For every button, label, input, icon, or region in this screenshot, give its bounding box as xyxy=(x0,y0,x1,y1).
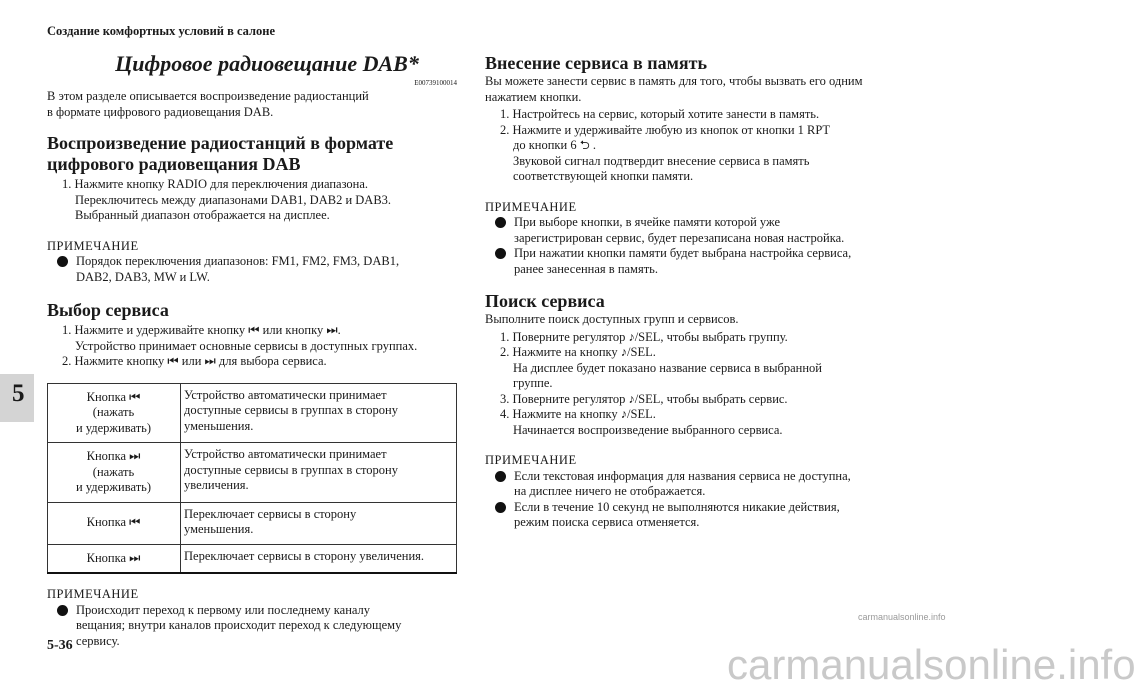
bullet-icon xyxy=(495,217,506,228)
value-line: Переключает сервисы в сторону увеличения. xyxy=(184,548,425,563)
table-key-cell xyxy=(48,544,181,573)
key-line: Кнопка ⏮ xyxy=(86,389,141,404)
select-step-2: 2. Нажмите кнопку ⏮ или ⏭ для выбора сервиса. xyxy=(62,354,327,368)
dab-steps xyxy=(47,177,457,224)
bullet-icon xyxy=(495,502,506,513)
memory-intro-line-2: нажатием кнопки. xyxy=(485,89,582,104)
bullet-icon xyxy=(57,256,68,267)
note-2-bullet xyxy=(47,603,457,650)
select-steps xyxy=(47,323,457,370)
note-1-line-1: Порядок переключения диапазонов: FM1, FM2, FM3, DAB1, xyxy=(76,254,400,268)
dab-step-1-line-3: Выбранный диапазон отображается на дисплее. xyxy=(75,208,330,222)
memory-step-2-line-1: 2. Нажмите и удерживайте любую из кнопок от кнопки 1 RPT xyxy=(500,122,830,137)
value-line: Устройство автоматически принимает xyxy=(184,387,387,402)
doc-code: E00739100014 xyxy=(414,79,457,87)
value-line: Устройство автоматически принимает xyxy=(184,447,387,461)
note-4a-bullet xyxy=(485,469,915,500)
bullet-icon xyxy=(495,471,506,482)
table-value-cell xyxy=(181,443,457,503)
button-function-table xyxy=(47,383,457,575)
key-line: и удерживать) xyxy=(75,480,152,494)
search-step-2-line-3: группе. xyxy=(513,376,553,390)
dab-step-1 xyxy=(47,177,457,224)
note-3a-line-2: зарегистрирован сервис, будет перезаписана новая настройка. xyxy=(514,230,845,245)
table-value-cell xyxy=(181,544,457,573)
value-line: уменьшения. xyxy=(184,418,254,433)
table-key-cell xyxy=(48,502,181,544)
table-key-cell xyxy=(48,383,181,443)
note-4b-line-1: Если в течение 10 секунд не выполняются никакие действия, xyxy=(514,499,840,514)
section-title-search: Поиск сервиса xyxy=(485,291,605,311)
section-title-dab xyxy=(47,133,457,175)
section-title-memory: Внесение сервиса в память xyxy=(485,53,707,73)
memory-intro-line-1: Вы можете занести сервис в память для того, чтобы вызвать его одним xyxy=(485,74,863,88)
note-2-line-3: сервису. xyxy=(76,633,120,648)
table-row xyxy=(48,383,457,443)
search-step-2-line-1: 2. Нажмите на кнопку ♪/SEL. xyxy=(500,345,656,359)
intro-line-2: в формате цифрового радиовещания DAB. xyxy=(47,104,274,119)
search-step-2 xyxy=(485,345,915,392)
table-row xyxy=(48,502,457,544)
value-line: Переключает сервисы в сторону xyxy=(184,506,357,521)
table-row xyxy=(48,443,457,503)
note-2-line-2: вещания; внутри каналов происходит переход к следующему xyxy=(76,618,402,632)
search-step-4-line-2: Начинается воспроизведение выбранного сервиса. xyxy=(513,422,783,437)
search-intro: Выполните поиск доступных групп и сервисов. xyxy=(485,312,739,326)
table-value-cell xyxy=(181,383,457,443)
search-step-1: 1. Поверните регулятор ♪/SEL, чтобы выбрать группу. xyxy=(500,329,788,344)
memory-steps xyxy=(485,107,915,185)
key-line: Кнопка ⏭ xyxy=(86,550,141,565)
memory-step-2-line-2: до кнопки 6 ⮌ . xyxy=(513,138,596,152)
note-label-3: ПРИМЕЧАНИЕ xyxy=(485,199,577,214)
note-4b-bullet xyxy=(485,500,915,531)
note-2-line-1: Происходит переход к первому или последнему каналу xyxy=(76,602,371,617)
value-line: доступные сервисы в группах в сторону xyxy=(184,403,398,417)
table-row xyxy=(48,544,457,573)
intro-line-1: В этом разделе описывается воспроизведение радиостанций xyxy=(47,89,369,103)
key-line: и удерживать) xyxy=(75,420,152,435)
table-value-cell xyxy=(181,502,457,544)
memory-step-1: 1. Настройтесь на сервис, который хотите занести в память. xyxy=(500,107,820,121)
table-key-cell xyxy=(48,443,181,503)
value-line: доступные сервисы в группах в сторону xyxy=(184,462,398,477)
note-4a-line-1: Если текстовая информация для названия сервиса не доступна, xyxy=(514,468,851,483)
key-line: Кнопка ⏭ xyxy=(86,449,141,463)
select-step-1-line-1: 1. Нажмите и удерживайте кнопку ⏮ или кнопку ⏭. xyxy=(62,323,341,337)
watermark-small: carmanualsonline.info xyxy=(858,612,946,622)
search-step-4 xyxy=(485,407,915,438)
select-step-1-line-2: Устройство принимает основные сервисы в доступных группах. xyxy=(75,338,418,353)
note-label-2: ПРИМЕЧАНИЕ xyxy=(47,587,139,601)
page-header: Создание комфортных условий в салоне xyxy=(47,24,276,38)
note-3b-line-2: ранее занесенная в память. xyxy=(514,261,659,276)
dab-step-1-line-2: Переключитесь между диапазонами DAB1, DAB2 и DAB3. xyxy=(75,192,392,207)
note-3b-line-1: При нажатии кнопки памяти будет выбрана настройка сервиса, xyxy=(514,246,852,260)
note-1-line-2: DAB2, DAB3, MW и LW. xyxy=(76,269,210,284)
section-title-dab-line-1: Воспроизведение радиостанций в формате xyxy=(47,133,394,153)
key-line: Кнопка ⏮ xyxy=(86,515,141,530)
section-title-select: Выбор сервиса xyxy=(47,300,169,320)
bullet-icon xyxy=(495,248,506,259)
note-3a-bullet xyxy=(485,215,915,246)
search-step-3: 3. Поверните регулятор ♪/SEL, чтобы выбрать сервис. xyxy=(500,391,788,406)
memory-step-2 xyxy=(485,123,915,185)
search-step-2-line-2: На дисплее будет показано название сервиса в выбранной xyxy=(513,360,822,375)
note-3a-line-1: При выборе кнопки, в ячейке памяти которой уже xyxy=(514,215,781,229)
right-column xyxy=(485,53,915,531)
note-3b-bullet xyxy=(485,246,915,277)
dab-step-1-line-1: 1. Нажмите кнопку RADIO для переключения диапазона. xyxy=(62,177,369,191)
section-number: 5 xyxy=(12,380,25,407)
bullet-icon xyxy=(57,605,68,616)
key-line: (нажать xyxy=(92,464,135,479)
watermark: carmanualsonline.info xyxy=(727,641,1136,688)
section-title-dab-line-2: цифрового радиовещания DAB xyxy=(47,154,301,174)
note-label-1: ПРИМЕЧАНИЕ xyxy=(47,238,139,253)
page-number: 5-36 xyxy=(47,638,73,653)
key-line: (нажать xyxy=(92,405,135,419)
note-4b-line-2: режим поиска сервиса отменяется. xyxy=(514,515,700,529)
note-4a-line-2: на дисплее ничего не отображается. xyxy=(514,484,706,498)
search-steps xyxy=(485,330,915,439)
chapter-title: Цифровое радиовещание DAB* xyxy=(115,51,419,76)
note-label-4: ПРИМЕЧАНИЕ xyxy=(485,453,577,467)
search-step-4-line-1: 4. Нажмите на кнопку ♪/SEL. xyxy=(500,407,656,421)
left-column xyxy=(47,50,457,649)
select-step-1 xyxy=(47,323,457,354)
memory-step-2-line-3: Звуковой сигнал подтвердит внесение сервиса в память xyxy=(513,153,810,168)
note-1-bullet xyxy=(47,254,457,285)
memory-step-2-line-4: соответствующей кнопки памяти. xyxy=(513,169,694,183)
value-line: увеличения. xyxy=(184,478,249,492)
value-line: уменьшения. xyxy=(184,522,254,536)
